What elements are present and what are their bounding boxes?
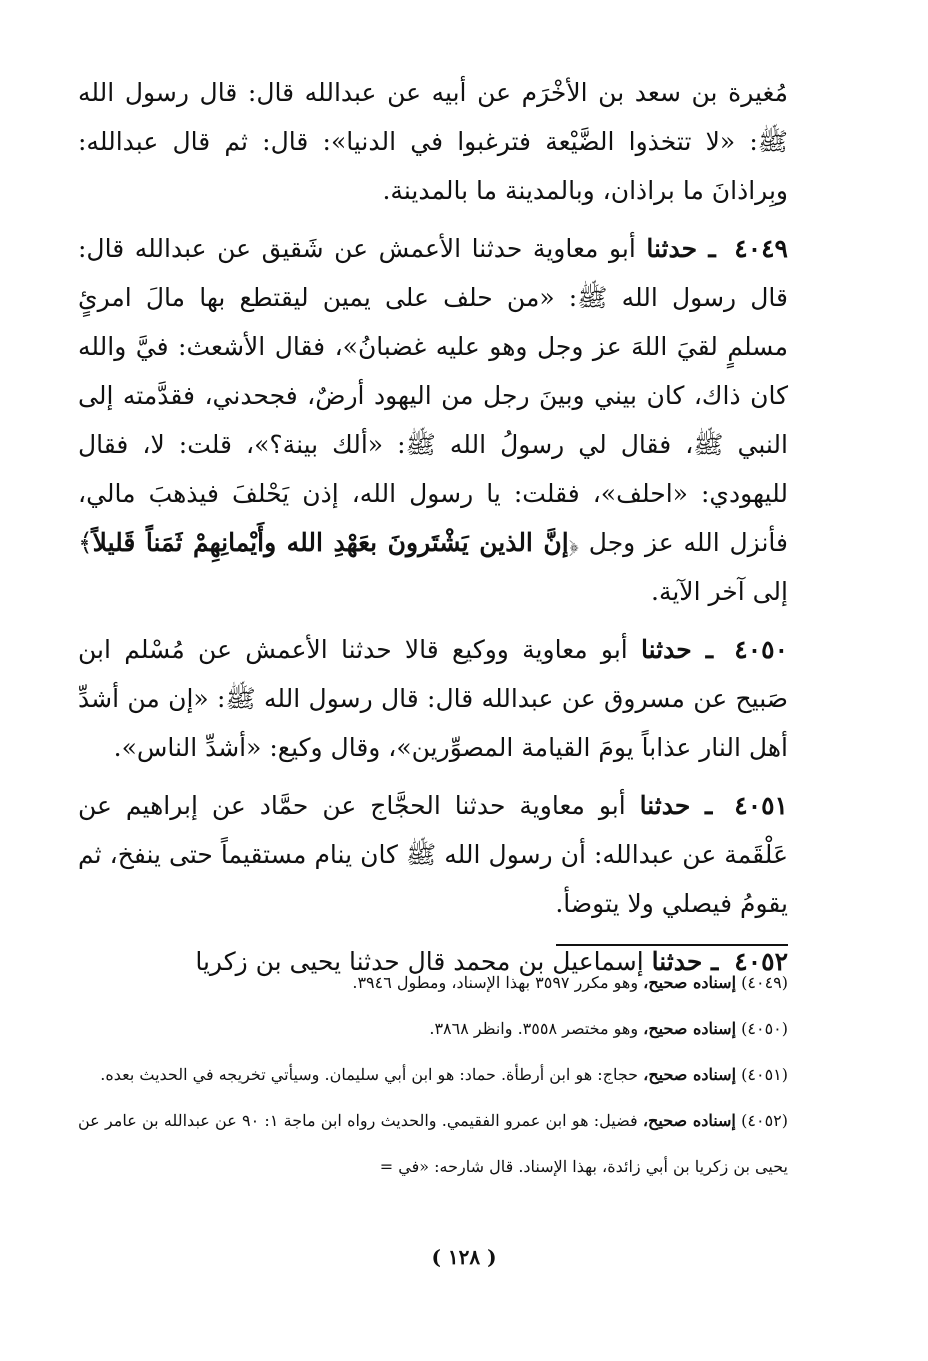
footnotes [78,960,788,1190]
hadith-tail: ﴾ إلى آخر الآية. [78,528,788,606]
page-number: ( ١٢٨ ) [431,1245,497,1269]
hadith-number: ٤٠٥١ [734,791,788,820]
footnote-text: حجاج: هو ابن أرطأة. حماد: هو ابن أبي سليمان. وسيأتي تخريجه في الحديث بعده. [100,1065,644,1084]
hadith-4051 [78,781,788,928]
main-text [78,68,788,995]
hadith-4050 [78,625,788,772]
footnote-text: وهو مكرر ٣٥٩٧ بهذا الإسناد، ومطول ٣٩٤٦. [352,973,644,992]
hadith-number: ٤٠٥٢ [734,947,788,976]
footnote-4049 [78,960,788,1006]
footnote-grade: إسناده صحيح، [643,1019,737,1038]
hadith-4049 [78,224,788,616]
hadith-text: أبو معاوية حدثنا الأعمش عن شَقيق عن عبدالله قال: قال رسول الله ﷺ: «من حلف على يمين ليقتطع بها مالَ امرئٍ مسلمٍ لقيَ اللهَ عز وجل وهو عليه غضبانُ»، فقال الأشعث: فيَّ والله كان ذاك، كان بيني وبينَ رجل من اليهود أرضٌ، فجحدني، فقدَّمته إلى النبي ﷺ، فقال لي رسولُ الله ﷺ: «ألك بينة؟»، قلت: لا، فقال لليهودي: «احلف»، فقلت: يا رسول الله، إذن يَحْلفَ فيذهبَ مالي، فأنزل الله عز وجل ﴿ [78,234,788,557]
footnote-ref: (٤٠٤٩) [741,973,788,992]
footnote-ref: (٤٠٥١) [741,1065,788,1084]
hadith-number: ٤٠٤٩ [734,234,788,263]
footnote-ref: (٤٠٥٢) [741,1111,788,1130]
intro-paragraph: مُغيرة بن سعد بن الأخْرَم عن أبيه عن عبدالله قال: قال رسول الله ﷺ: «لا تتخذوا الضَّيْعة فترغبوا في الدنيا»: قال: ثم قال عبدالله: وبِراذانَ ما براذان، وبالمدينة ما بالمدينة. [78,78,788,205]
hadith-text: أبو معاوية ووكيع قالا حدثنا الأعمش عن مُسْلم ابن صَبيح عن مسروق عن عبدالله قال: قال رسول الله ﷺ: «إن من أشدِّ أهل النار عذاباً يومَ القيامة المصوِّرين»، وقال وكيع: «أشدِّ الناس». [78,635,788,762]
hadith-text: إسماعيل بن محمد قال حدثنا يحيى بن زكريا [195,947,652,976]
footnote-grade: إسناده صحيح، [642,1111,736,1130]
footnote-grade: إسناده صحيح، [643,1065,737,1084]
footnote-4050 [78,1006,788,1052]
footnote-ref: (٤٠٥٠) [741,1019,788,1038]
quran-quote: إنَّ الذين يَشْتَرونَ بعَهْدِ الله وأَيْمانِهِمْ ثَمَناً قَليلاً [92,528,569,557]
hadith-text: أبو معاوية حدثنا الحجَّاج عن حمَّاد عن إبراهيم عن عَلْقَمة عن عبدالله: أن رسول الله ﷺ كان ينام مستقيماً حتى ينفخ، ثم يقومُ فيصلي ولا يتوضأ. [78,791,788,918]
hadith-lead: ـ حدثنا [651,947,719,976]
footnote-4052 [78,1098,788,1190]
hadith-lead: ـ حدثنا [646,234,716,263]
hadith-lead: ـ حدثنا [640,635,714,664]
footnote-text: فضيل: هو ابن عمرو الفقيمي. والحديث رواه ابن ماجة ١: ٩٠ عن عبدالله بن عامر عن يحيى بن زكريا بن أبي زائدة، بهذا الإسناد. قال شارحه: «في = [78,1111,788,1176]
footnote-4051 [78,1052,788,1098]
footnote-text: وهو مختصر ٣٥٥٨. وانظر ٣٨٦٨. [429,1019,644,1038]
hadith-lead: ـ حدثنا [639,791,713,820]
footnote-divider [556,944,788,946]
hadith-number: ٤٠٥٠ [734,635,789,664]
footnote-grade: إسناده صحيح، [643,973,737,992]
